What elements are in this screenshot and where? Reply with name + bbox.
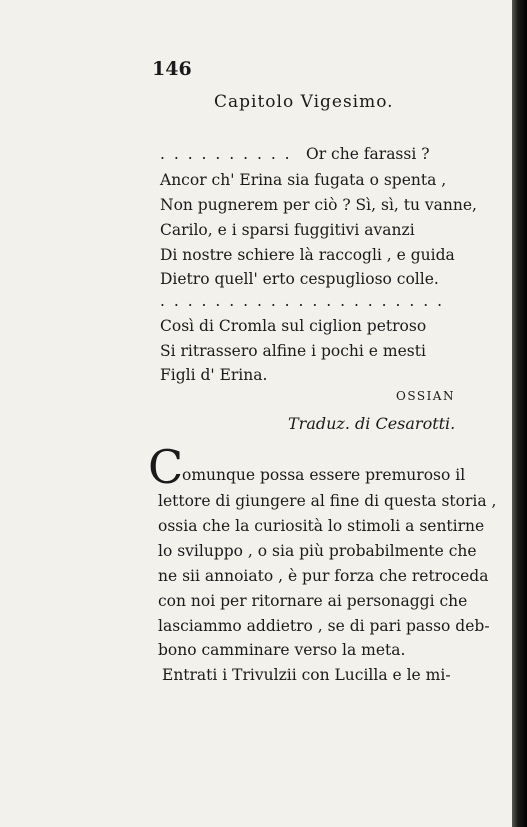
page-number: 146 [152,58,192,80]
dropcap-letter: C [148,440,184,494]
chapter-title: Capitolo Vigesimo. [214,92,394,112]
book-spine-shadow [512,0,527,827]
epigraph-line: Figli d' Erina. [160,366,268,384]
epigraph-line: Così di Cromla sul ciglion petroso [160,317,427,335]
epigraph-separator: . . . . . . . . . . . . . . . . . . . . . [160,292,445,310]
epigraph-translator: Traduz. di Cesarotti. [288,414,456,433]
body-line: ne sii annoiato , è pur forza che retroceda [158,567,489,585]
epigraph-line: Ancor ch' Erina sia fugata o spenta , [160,171,447,189]
body-line: omunque possa essere premuroso il [182,466,466,484]
epigraph-first-line: Or che farassi ? [306,145,430,163]
epigraph-leading-dots: . . . . . . . . . . [160,145,292,163]
epigraph-line: Non pugnerem per ciò ? Sì, sì, tu vanne, [160,196,477,214]
body-line: lasciammo addietro , se di pari passo deb- [158,617,490,635]
body-line: Entrati i Trivulzii con Lucilla e le mi- [162,666,451,684]
body-line: lo sviluppo , o sia più probabilmente che [158,542,477,560]
epigraph-line: Dietro quell' erto cespuglioso colle. [160,270,439,288]
epigraph-line: Carilo, e i sparsi fuggitivi avanzi [160,221,415,239]
body-line: bono camminare verso la meta. [158,641,406,659]
epigraph-line: Si ritrassero alfine i pochi e mesti [160,342,426,360]
epigraph-line: Di nostre schiere là raccogli , e guida [160,246,455,264]
body-line: ossia che la curiosità lo stimoli a sentirne [158,517,485,535]
epigraph-author: OSSIAN [396,389,455,403]
body-line: con noi per ritornare ai personaggi che [158,592,468,610]
body-line: lettore di giungere al fine di questa storia , [158,492,497,510]
